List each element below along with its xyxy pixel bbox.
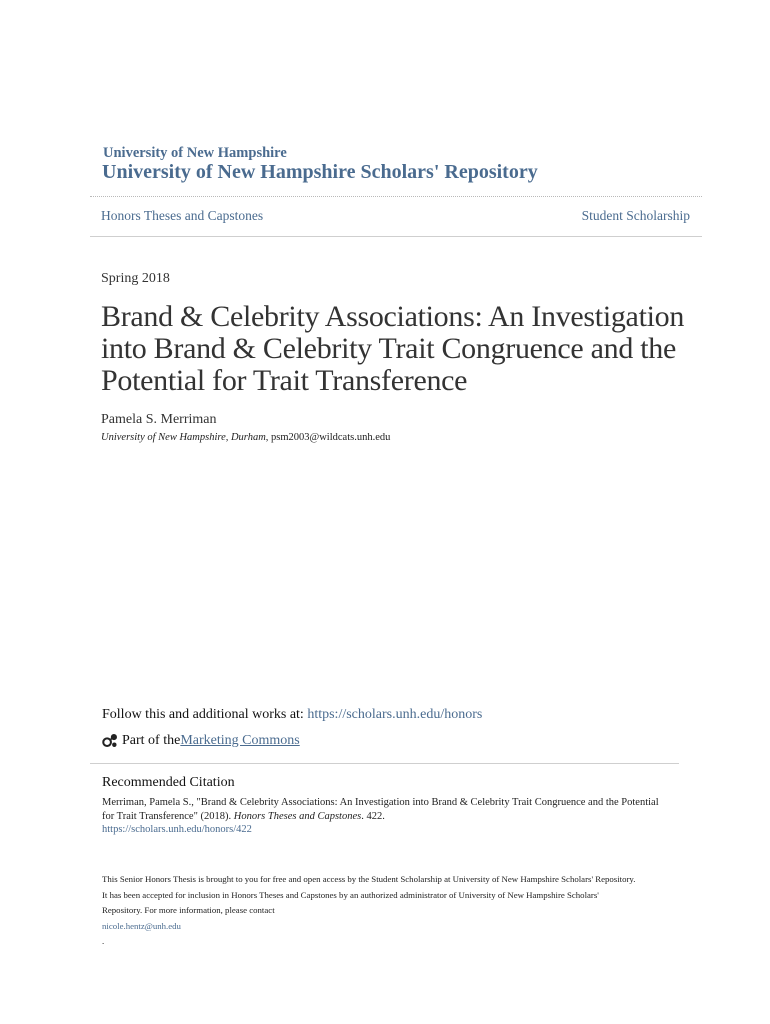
- part-of-label: Part of the: [122, 732, 181, 748]
- notice-line-1: This Senior Honors Thesis is brought to you for free and open access by the Student Scholarship at University of New Hampshire Scholars' Repository.: [102, 874, 636, 884]
- paper-title: [101, 300, 685, 397]
- citation-line-2: [102, 810, 677, 824]
- nav-honors-theses-link[interactable]: Honors Theses and Capstones: [101, 208, 264, 223]
- contact-email-link[interactable]: nicole.hentz@unh.edu: [102, 920, 181, 931]
- notice-line-3-start: Repository. For more information, please contact: [102, 905, 275, 915]
- citation-line-2-end: . 422.: [361, 810, 385, 822]
- nav-divider: [90, 236, 702, 237]
- part-of-line: [102, 732, 300, 749]
- marketing-commons-link[interactable]: Marketing Commons: [180, 732, 300, 748]
- affiliation-text: University of New Hampshire, Durham: [101, 432, 266, 443]
- affiliation-separator: ,: [265, 432, 272, 443]
- header-divider: [90, 196, 702, 197]
- citation-line-1: Merriman, Pamela S., "Brand & Celebrity Associations: An Investigation into Brand & Celebrity Trait Congruence and the Potential: [102, 797, 659, 808]
- notice-line-3-end: .: [102, 936, 105, 946]
- citation-series: Honors Theses and Capstones: [233, 810, 362, 822]
- access-notice: [102, 872, 682, 950]
- follow-link[interactable]: https://scholars.unh.edu/honors: [307, 707, 483, 722]
- recommended-citation-heading: Recommended Citation: [102, 775, 235, 790]
- author-email: psm2003@wildcats.unh.edu: [271, 432, 391, 443]
- institution-name[interactable]: University of New Hampshire: [103, 145, 287, 161]
- title-line-2: into Brand & Celebrity Trait Congruence and the: [101, 332, 676, 365]
- title-line-3: Potential for Trait Transference: [101, 364, 468, 397]
- network-icon: [102, 732, 119, 749]
- nav-student-scholarship-link[interactable]: Student Scholarship: [581, 208, 690, 223]
- title-line-1: Brand & Celebrity Associations: An Investigation: [101, 300, 685, 333]
- repository-name[interactable]: University of New Hampshire Scholars' Repository: [102, 161, 538, 183]
- citation-url-link[interactable]: https://scholars.unh.edu/honors/422: [102, 824, 252, 835]
- author-name: Pamela S. Merriman: [101, 412, 217, 427]
- notice-line-2: It has been accepted for inclusion in Honors Theses and Capstones by an authorized administrator of University of New Hampshire Scholars': [102, 889, 599, 900]
- publication-date: Spring 2018: [101, 271, 170, 286]
- citation-text: [102, 796, 677, 837]
- follow-line: [102, 707, 482, 723]
- citation-line-2-start: for Trait Transference" (2018).: [102, 810, 234, 822]
- author-affiliation: [101, 432, 390, 443]
- citation-divider: [90, 763, 679, 764]
- notice-line-3: [102, 903, 682, 950]
- follow-label: Follow this and additional works at:: [102, 707, 308, 722]
